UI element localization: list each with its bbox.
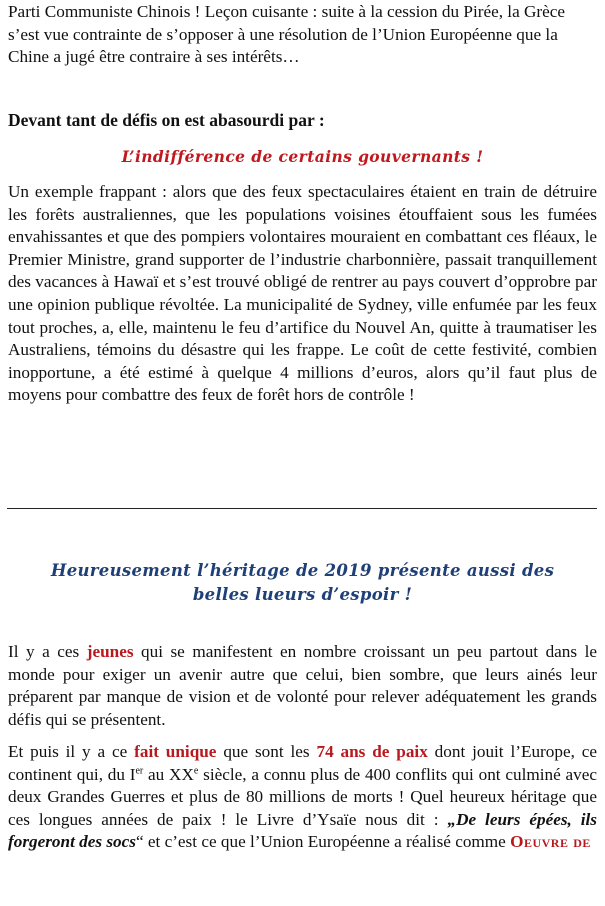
peace-text-3: dont jouit l’Europe, ce continent qui, du I <box>8 742 597 784</box>
paragraph-example: Un exemple frappant : alors que des feux spectaculaires étaient en train de détruire les forêts australiennes, que les populations voisines étouffaient sous les fumées envahissantes et que des pompiers volontaires mouraient en combattant ces fléaux, le Premier Ministre, grand supporter de l’industrie charbonnière, passait tranquillement des vacances à Hawaï et s’est trouvé obligé de rentrer au pays couvert d’opprobre par une opinion publique révoltée. La municipalité de Sydney, ville enfumée par les feux tout proches, a, elle, maintenu le feu d’artifice du Nouvel An, quitte à traumatiser les Australiens, témoins du désastre qui les frappe. Le coût de cette festivité, combien inopportune, a été estimé à quelque 4 millions d’euros, alors qu’il faut plus de moyens pour combattre des feux de forêt hors de contrôle ! <box>8 182 597 405</box>
horizontal-divider <box>7 508 597 509</box>
peace-text-6: “ et c’est ce que l’Union Européenne a réalisé comme <box>135 832 511 852</box>
superscript-er: er <box>135 764 144 776</box>
highlight-oeuvre: Oeuvre de <box>510 832 591 852</box>
youth-text-before: Il y a ces <box>8 642 87 661</box>
paragraph-peace <box>8 741 597 854</box>
peace-text-2: que sont les <box>216 742 317 761</box>
section-heading: Devant tant de défis on est abasourdi par : <box>8 110 325 130</box>
highlight-fait-unique: fait unique <box>134 742 217 761</box>
superscript-e: e <box>193 764 199 776</box>
paragraph-intro: Parti Communiste Chinois ! Leçon cuisante : suite à la cession du Pirée, la Grèce s’est vue contrainte de s’opposer à une résolution de l’Union Européenne que la Chine a jugé être contraire à ses intérêts… <box>8 2 566 67</box>
subheading-indifference: L’indifférence de certains gouvernants ! <box>121 147 484 166</box>
highlight-74-ans: 74 ans de paix <box>316 742 428 761</box>
highlight-jeunes: jeunes <box>86 642 134 661</box>
paragraph-youth <box>8 641 597 731</box>
youth-text-after: qui se manifestent en nombre croissant un peu partout dans le monde pour exiger un avenir autre que celui, bien sombre, que leurs ainés leur préparent par manque de vision et de volonté pour relever adéquatement les grands défis qui se présentent. <box>8 642 597 729</box>
quote-isaiah: „De leurs épées, ils forgeront des socs <box>8 809 597 852</box>
peace-text-5: siècle, a connu plus de 400 conflits qui ont culminé avec deux Grandes Guerres et plus de 80 millions de morts ! Quel heureux héritage que ces longues années de paix ! le Livre d’Ysaïe nous dit : <box>8 764 597 829</box>
peace-text-4: au XX <box>143 764 194 784</box>
subheading-hope: Heureusement l’héritage de 2019 présente aussi des belles lueurs d’espoir ! <box>50 561 555 604</box>
peace-text-1: Et puis il y a ce <box>8 742 135 761</box>
